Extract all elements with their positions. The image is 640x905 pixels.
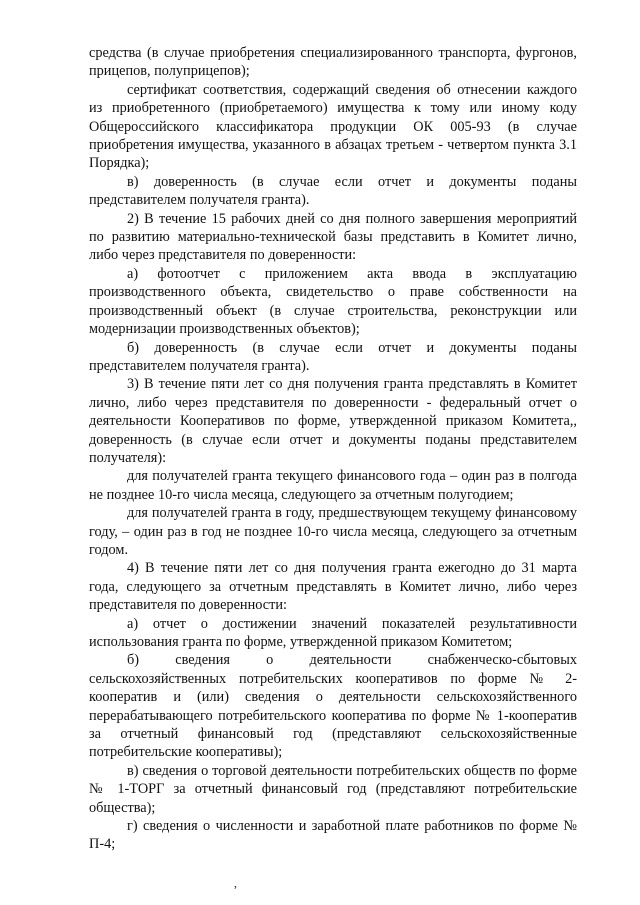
- paragraph-power-of-attorney-v: в) доверенность (в случае если отчет и документы поданы представителем получателя гранта).: [89, 173, 577, 209]
- paragraph-previous-year-recipients: для получателей гранта в году, предшествующем текущему финансовому году, – один раз в год не позднее 10-го числа месяца, следующего за отчетным годом.: [89, 505, 577, 558]
- paragraph-current-year-recipients: для получателей гранта текущего финансового года – один раз в полгода не позднее 10-го числа месяца, следующего за отчетным полугодием;: [89, 468, 577, 503]
- paragraph-item-4: 4) В течение пяти лет со дня получения гранта ежегодно до 31 марта года, следующего за отчетным представлять в Комитет лично, либо через представителя по доверенности:: [89, 560, 577, 614]
- paragraph-power-of-attorney-b: б) доверенность (в случае если отчет и документы поданы представителем получателя гранта).: [89, 339, 577, 374]
- paragraph-performance-report: а) отчет о достижении значений показателей результативности использования гранта по форме, утвержденной приказом Комитетом;: [89, 615, 577, 650]
- paragraph-conformity-certificate: сертификат соответствия, содержащий сведения об отнесении каждого из приобретенного (приобретаемого) имущества к тому или иному коду Общероссийского классификатора продукции ОК 005-93 (в случае приобретения имущества, указанного в абзацах третьем - четвертом пункта 3.1 Порядка);: [89, 81, 577, 172]
- paragraph-item-2: 2) В течение 15 рабочих дней со дня полного завершения мероприятий по развитию материально-технической базы представить в Комитет лично, либо через представителя по доверенности:: [89, 210, 577, 264]
- paragraph-trade-activity: в) сведения о торговой деятельности потребительских обществ по форме № 1-ТОРГ за отчетный финансовый год (представляют потребительские общества);: [89, 762, 577, 816]
- paragraph-cooperative-info: б) сведения о деятельности снабженческо-сбытовых сельскохозяйственных потребительских кооперативов по форме № 2-кооператив и (или) сведения о деятельности сельскохозяйственного перерабатывающего потребительского кооператива по форме № 1-кооператив за отчетный финансовый год (представляют сельскохозяйственные потребительские кооперативы);: [89, 652, 577, 761]
- paragraph-special-transport: средства (в случае приобретения специализированного транспорта, фургонов, прицепов, полуприцепов);: [89, 45, 577, 80]
- stray-mark: ,: [234, 876, 237, 890]
- paragraph-item-3: 3) В течение пяти лет со дня получения гранта представлять в Комитет лично, либо через представителя по доверенности - федеральный отчет о деятельности Кооперативов по форме, утвержденной приказом Комитета,, доверенность (в случае если отчет и документы поданы представителем получателя):: [89, 376, 577, 466]
- paragraph-employees-info: г) сведения о численности и заработной плате работников по форме № П-4;: [89, 818, 577, 853]
- document-body: [89, 44, 577, 854]
- paragraph-photo-report: а) фотоотчет с приложением акта ввода в эксплуатацию производственного объекта, свидетельство о праве собственности на производственный объект (в случае строительства, реконструкции или модернизации производственных объектов);: [89, 265, 577, 338]
